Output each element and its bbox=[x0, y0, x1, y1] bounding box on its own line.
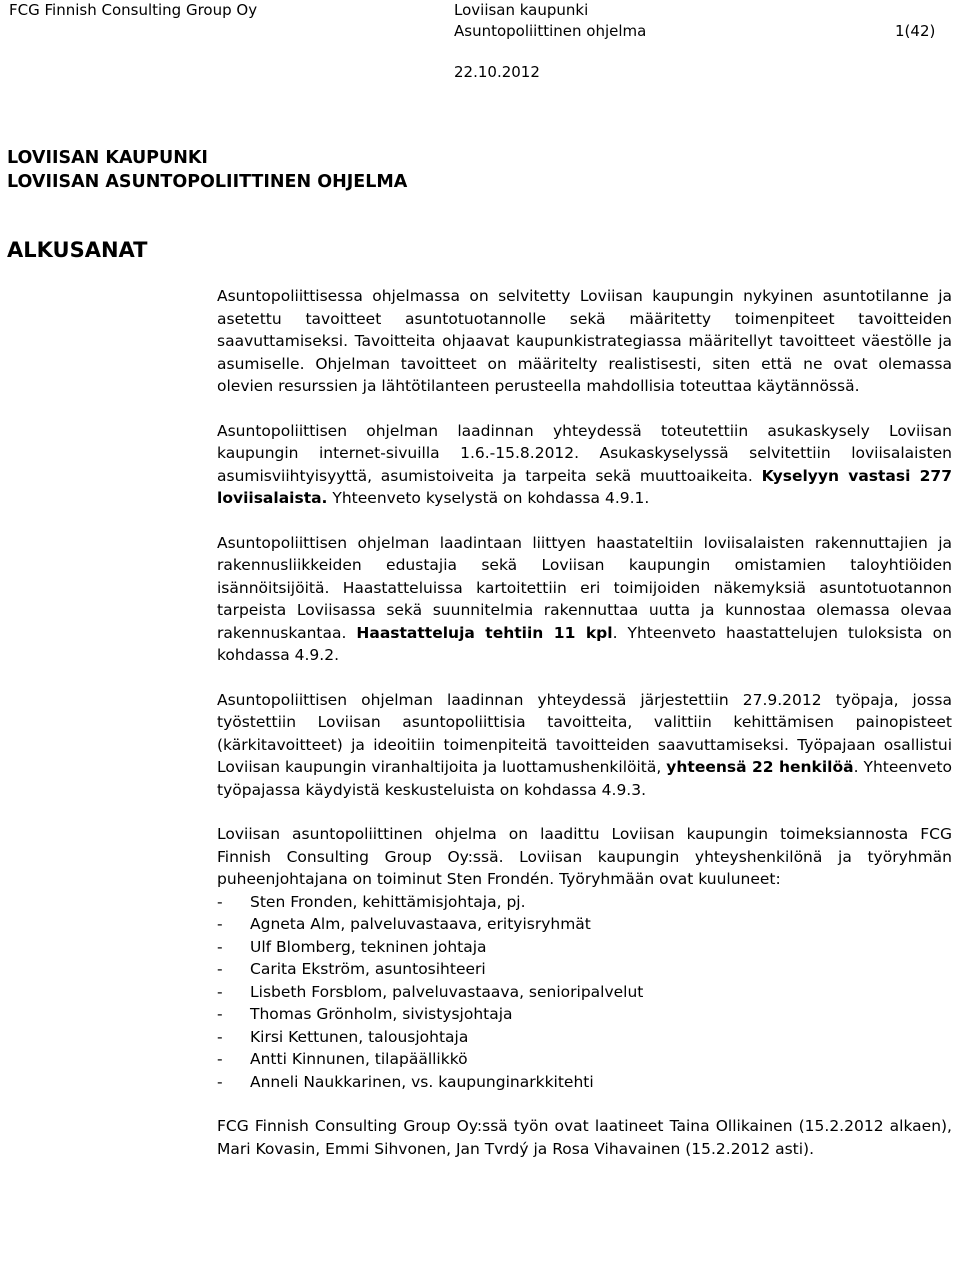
paragraph-2-text-end: Yhteenveto kyselystä on kohdassa 4.9.1. bbox=[327, 489, 650, 507]
paragraph-2-text: Asuntopoliittisen ohjelman laadinnan yhteydessä toteutettiin asukaskysely Loviisan kaupungin internet-sivuilla 1.6.-15.8.2012. Asukaskyselyssä selvitettiin loviisalaisten asumisviihtyisyyttä, asumistoiveita ja tarpeita sekä muuttoaikeita. bbox=[217, 421, 952, 485]
header-company: FCG Finnish Consulting Group Oy bbox=[9, 1, 258, 19]
title-line-1: LOVIISAN KAUPUNKI bbox=[7, 148, 208, 168]
list-item: - Anneli Naukkarinen, vs. kaupunginarkkitehti bbox=[217, 1071, 952, 1094]
list-item: - Sten Fronden, kehittämisjohtaja, pj. bbox=[217, 891, 952, 914]
paragraph-4-text-end: . Yhteenveto työpajassa käydyistä keskusteluista on kohdassa 4.9.3. bbox=[217, 758, 953, 799]
header-date: 22.10.2012 bbox=[454, 63, 540, 81]
header-document-name: Asuntopoliittinen ohjelma bbox=[454, 22, 647, 40]
paragraph-4-highlight: yhteensä 22 henkilöä bbox=[666, 758, 854, 776]
list-item: - Thomas Grönholm, sivistysjohtaja bbox=[217, 1003, 952, 1026]
paragraph-6: FCG Finnish Consulting Group Oy:ssä työn ovat laatineet Taina Ollikainen (15.2.2012 alkaen), Mari Kovasin, Emmi Sihvonen, Jan Tvrdý ja Rosa Vihavainen (15.2.2012 asti). bbox=[217, 1117, 952, 1158]
header-page-number: 1(42) bbox=[895, 22, 936, 40]
paragraph-3-text-end: . Yhteenveto haastattelujen tuloksista on kohdassa 4.9.2. bbox=[217, 623, 952, 664]
paragraph-4-text: Asuntopoliittisen ohjelman laadinnan yhteydessä järjestettiin 27.9.2012 työpaja, jossa työstettiin Loviisan asuntopoliittisia tavoitteita, valittiin kehittämisen painopisteet (kärkitavoitteet) ja ideoitiin toimenpiteitä tavoitteiden saavuttamiseksi. Työpajaan osallistui Loviisan kaupungin viranhaltijoita ja luottamushenkilöitä, bbox=[217, 690, 952, 776]
paragraph-4 bbox=[217, 689, 952, 802]
list-item: - Agneta Alm, palveluvastaava, erityisryhmät bbox=[217, 913, 952, 936]
list-item: - Antti Kinnunen, tilapäällikkö bbox=[217, 1048, 952, 1071]
paragraph-2 bbox=[217, 420, 952, 510]
document-title bbox=[7, 146, 407, 194]
list-item: - Lisbeth Forsblom, palveluvastaava, senioripalvelut bbox=[217, 981, 952, 1004]
working-group-list bbox=[217, 891, 952, 1094]
header-city: Loviisan kaupunki bbox=[454, 1, 589, 19]
list-item: - Kirsi Kettunen, talousjohtaja bbox=[217, 1026, 952, 1049]
paragraph-5: Loviisan asuntopoliittinen ohjelma on laadittu Loviisan kaupungin toimeksiannosta FCG Finnish Consulting Group Oy:ssä. Loviisan kaupungin yhteyshenkilönä ja työryhmän puheenjohtajana on toiminut Sten Frondén. Työryhmään ovat kuuluneet: bbox=[217, 825, 952, 888]
paragraph-2-highlight: Kyselyyn vastasi 277 loviisalaista. bbox=[217, 466, 952, 507]
list-item: - Carita Ekström, asuntosihteeri bbox=[217, 958, 952, 981]
body-content bbox=[217, 285, 952, 1182]
section-heading: ALKUSANAT bbox=[7, 238, 148, 262]
page-header bbox=[0, 0, 960, 80]
paragraph-3 bbox=[217, 532, 952, 667]
paragraph-1: Asuntopoliittisessa ohjelmassa on selvitetty Loviisan kaupungin nykyinen asuntotilanne ja asetettu tavoitteet asuntotuotannolle sekä määritetty toimenpiteet tavoitteiden saavuttamiseksi. Tavoitteita ohjaavat kaupunkistrategiassa määritellyt tavoitteet väestölle ja asumiselle. Ohjelman tavoitteet on määritelty realistisesti, siten että ne ovat olemassa olevien resurssien ja lähtötilanteen perusteella mahdollisia toteuttaa käytännössä. bbox=[217, 287, 952, 395]
title-line-2: LOVIISAN ASUNTOPOLIITTINEN OHJELMA bbox=[7, 172, 408, 192]
paragraph-3-highlight: Haastatteluja tehtiin 11 kpl bbox=[356, 623, 613, 642]
paragraph-3-text: Asuntopoliittisen ohjelman laadintaan liittyen haastateltiin loviisalaisten rakennuttajien ja rakennusliikkeiden edustajia sekä Loviisan kaupungin omistamien taloyhtiöiden isännöitsijöitä. Haastatteluissa kartoitettiin eri toimijoiden näkemyksiä asuntotuotannon tarpeista Loviisassa sekä suunnitelmia rakennuttaa uutta ja kunnostaa olemassa olevaa rakennuskantaa. bbox=[217, 533, 952, 642]
list-item: - Ulf Blomberg, tekninen johtaja bbox=[217, 936, 952, 959]
